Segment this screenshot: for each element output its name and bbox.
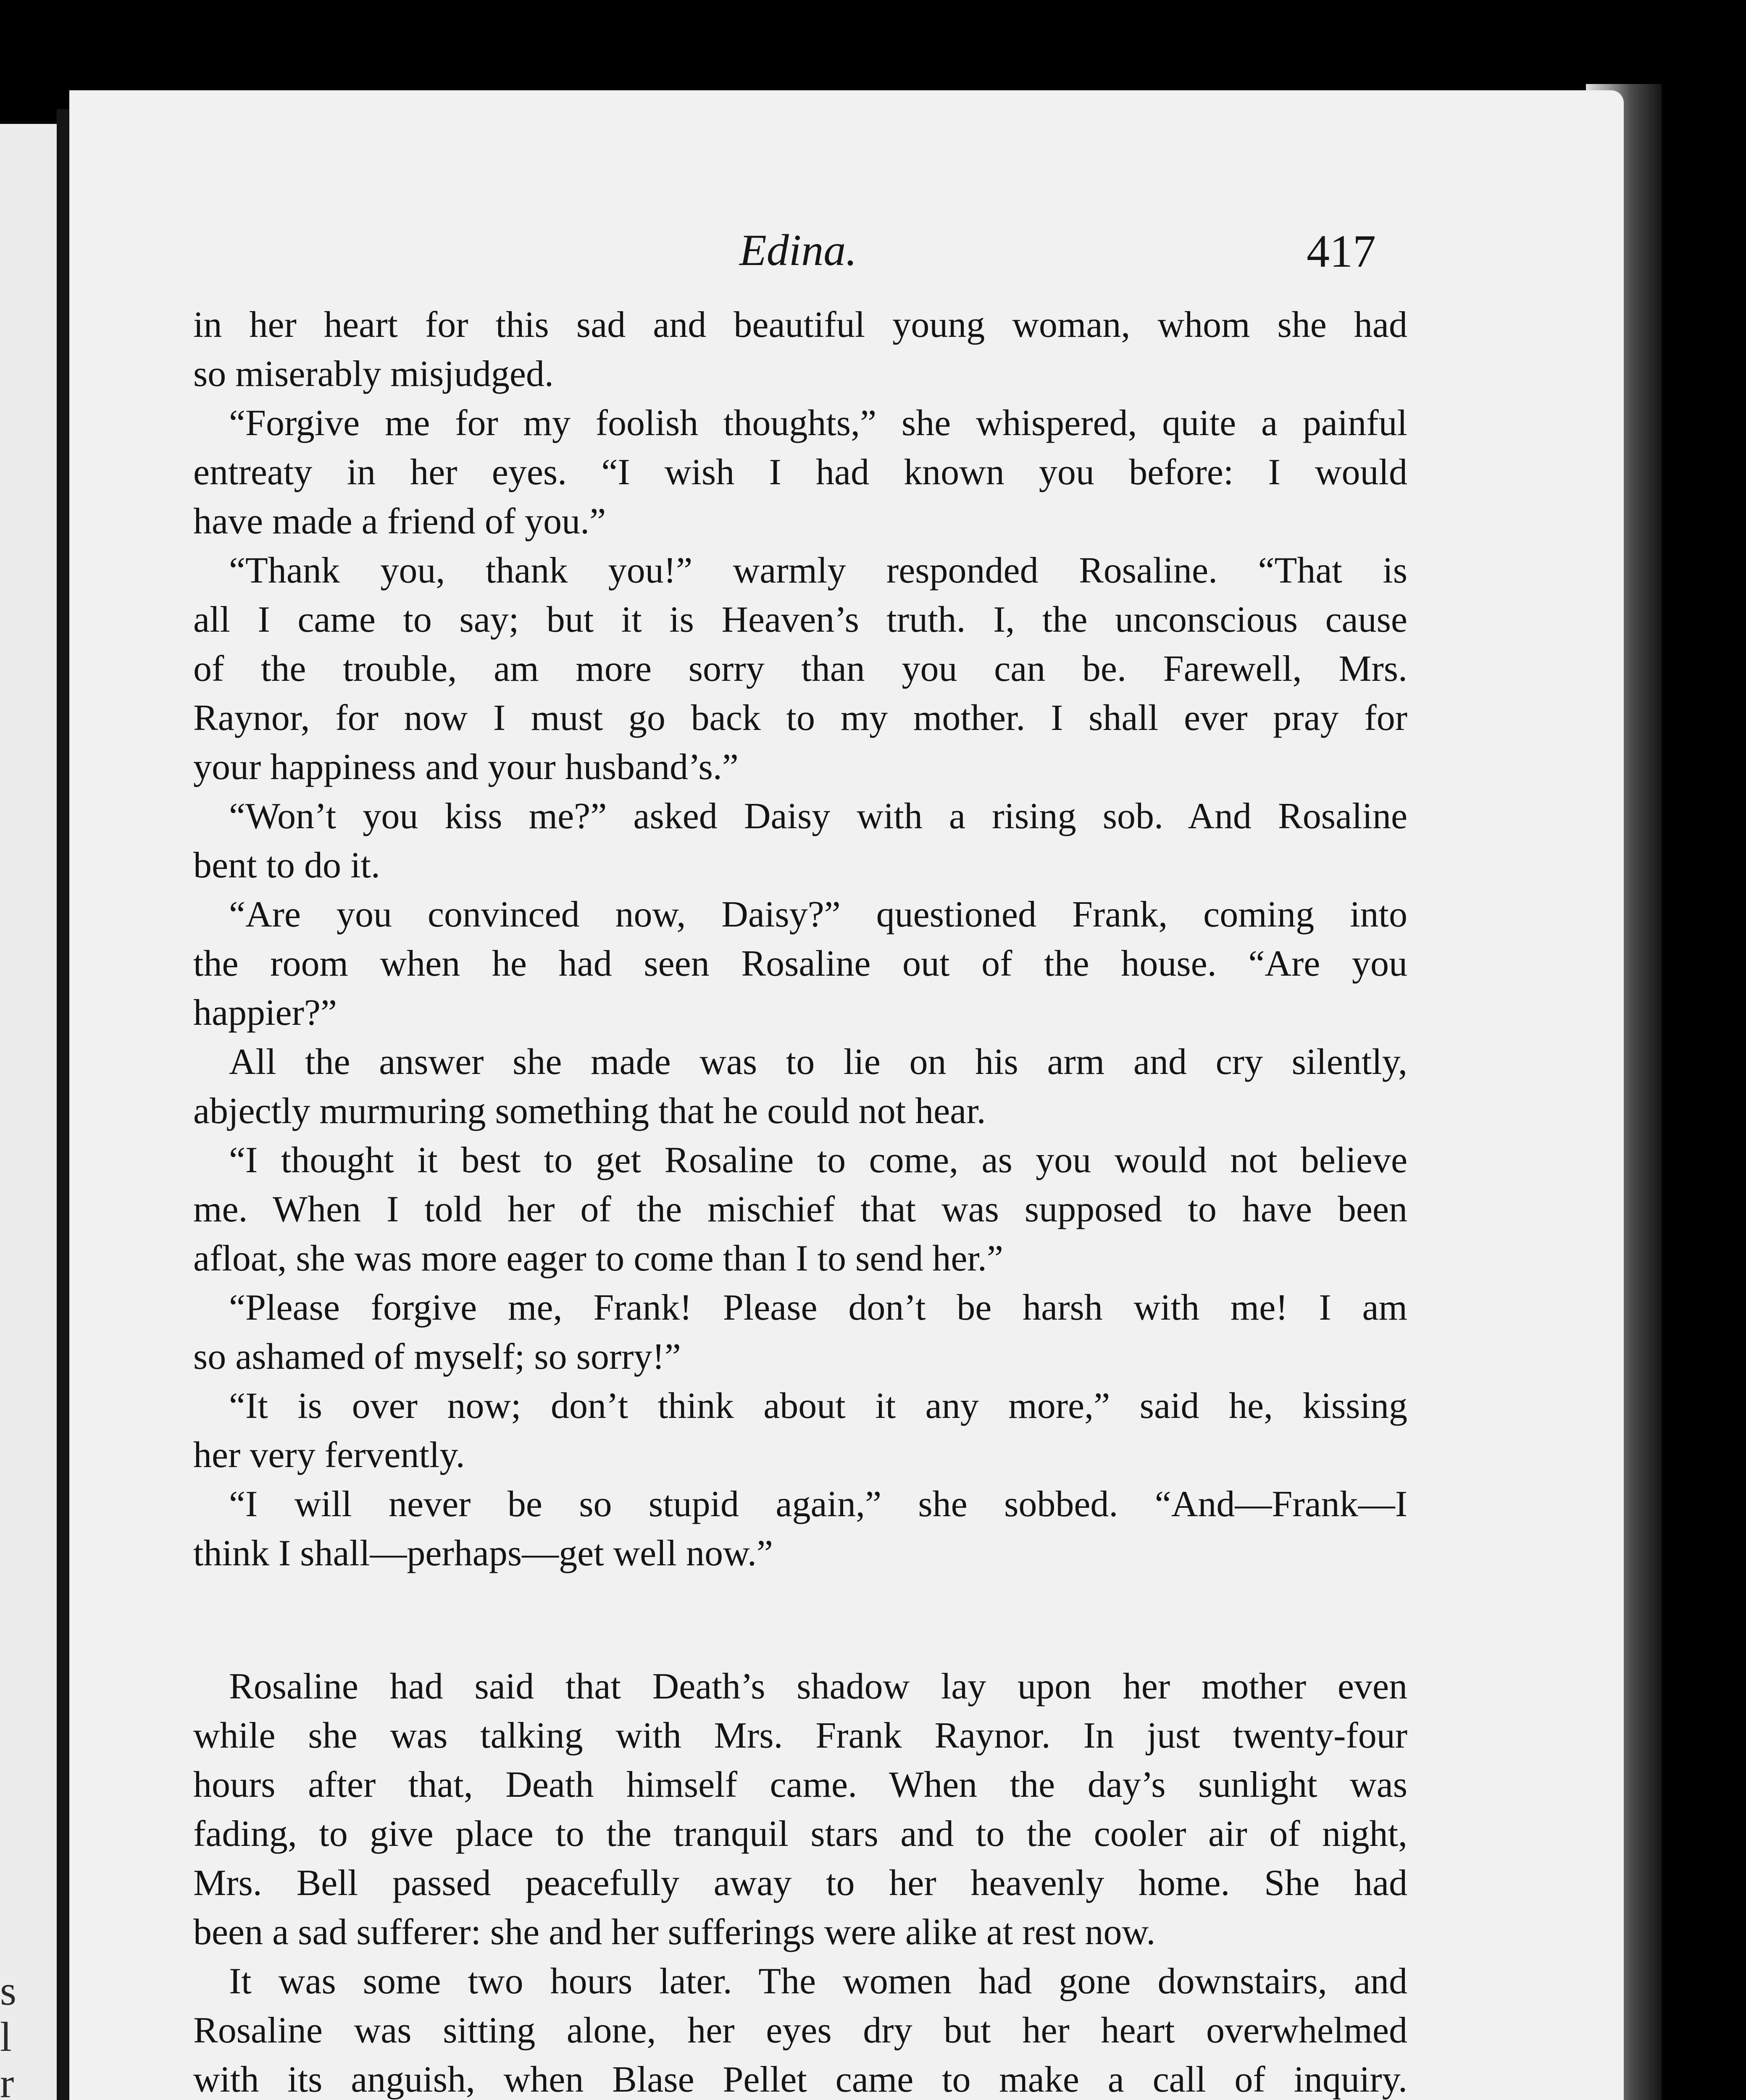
text-line: her very fervently.: [193, 1435, 465, 1475]
text-line: “I will never be so stupid again,” she sobbed. “And—Frank—I: [229, 1484, 1407, 1525]
section-break: [193, 1578, 1407, 1662]
running-head: Edina.: [739, 226, 857, 275]
text-line: Raynor, for now I must go back to my mother. I shall ever pray for: [193, 698, 1407, 738]
text-line: entreaty in her eyes. “I wish I had known you before: I would: [193, 452, 1407, 493]
text-line: with its anguish, when Blase Pellet came to make a call of inquiry.: [193, 2059, 1407, 2100]
text-line: while she was talking with Mrs. Frank Raynor. In just twenty-four: [193, 1715, 1407, 1756]
text-line: Mrs. Bell passed peacefully away to her heavenly home. She had: [193, 1863, 1407, 1903]
text-line: hours after that, Death himself came. When the day’s sunlight was: [193, 1764, 1407, 1805]
text-line: think I shall—perhaps—get well now.”: [193, 1533, 773, 1574]
text-line: “Thank you, thank you!” warmly responded Rosaline. “That is: [229, 550, 1407, 591]
text-line: “Won’t you kiss me?” asked Daisy with a rising sob. And Rosaline: [229, 796, 1407, 837]
text-line: of the trouble, am more sorry than you can be. Farewell, Mrs.: [193, 648, 1407, 689]
text-line: “Please forgive me, Frank! Please don’t be harsh with me! I am: [229, 1287, 1407, 1328]
text-line: happier?”: [193, 992, 337, 1033]
facing-page-edge: [0, 124, 57, 2100]
text-line: the room when he had seen Rosaline out of the house. “Are you: [193, 943, 1407, 984]
facing-page-letter: r: [0, 2060, 14, 2100]
page-number: 417: [1307, 226, 1376, 277]
text-line: so miserably misjudged.: [193, 354, 554, 394]
text-line: in her heart for this sad and beautiful young woman, whom she had: [193, 304, 1407, 345]
body-text: [193, 300, 1407, 2100]
text-line: “It is over now; don’t think about it any more,” said he, kissing: [229, 1386, 1407, 1426]
text-line: It was some two hours later. The women had gone downstairs, and: [229, 1961, 1407, 2002]
text-line: have made a friend of you.”: [193, 501, 606, 542]
text-line: Rosaline had said that Death’s shadow lay upon her mother even: [229, 1666, 1407, 1707]
facing-page-letter: s: [0, 1967, 16, 2014]
text-line: me. When I told her of the mischief that was supposed to have been: [193, 1189, 1407, 1230]
facing-page-letters: [0, 124, 57, 2100]
text-line: all I came to say; but it is Heaven’s truth. I, the unconscious cause: [193, 599, 1407, 640]
text-line: fading, to give place to the tranquil stars and to the cooler air of night,: [193, 1814, 1407, 1854]
text-line: All the answer she made was to lie on his arm and cry silently,: [229, 1042, 1407, 1082]
text-line: been a sad sufferer: she and her sufferings were alike at rest now.: [193, 1912, 1156, 1953]
text-line: Rosaline was sitting alone, her eyes dry but her heart overwhelmed: [193, 2010, 1407, 2051]
text-line: your happiness and your husband’s.”: [193, 747, 739, 788]
text-line: abjectly murmuring something that he could not hear.: [193, 1091, 986, 1131]
text-line: so ashamed of myself; so sorry!”: [193, 1336, 681, 1377]
facing-page-letter: l: [0, 2013, 12, 2060]
text-line: “I thought it best to get Rosaline to come, as you would not believe: [229, 1140, 1407, 1181]
text-line: “Forgive me for my foolish thoughts,” she whispered, quite a painful: [229, 403, 1407, 444]
text-line: “Are you convinced now, Daisy?” questioned Frank, coming into: [229, 894, 1407, 935]
text-line: bent to do it.: [193, 845, 380, 886]
text-line: afloat, she was more eager to come than I to send her.”: [193, 1238, 1003, 1279]
